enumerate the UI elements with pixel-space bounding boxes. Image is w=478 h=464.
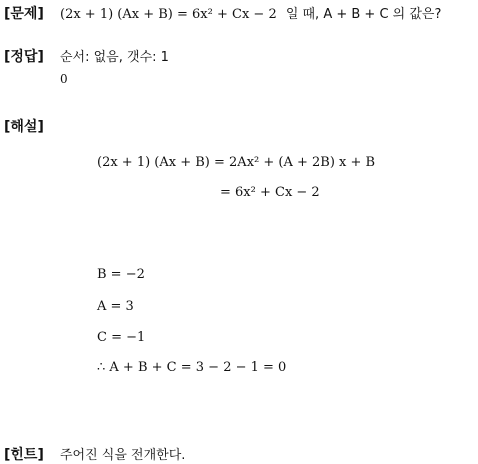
problem-equation: (2x + 1) (Ax + B) = 6x² + Cx − 2 [60,7,277,22]
problem-question: 일 때, A + B + C 의 값은? [285,7,442,22]
hint-text: 주어진 식을 전개한다. [60,448,186,463]
problem-label: [문제] [4,6,44,22]
step-c: C = −1 [97,330,146,345]
answer-meta: 순서: 없음, 갯수: 1 [60,50,169,65]
expansion-line-1: (2x + 1) (Ax + B) = 2Ax² + (A + 2B) x + B [97,155,376,170]
step-result: ∴ A + B + C = 3 − 2 − 1 = 0 [97,360,287,375]
solution-label: [해설] [4,119,44,135]
step-a: A = 3 [97,299,134,314]
answer-value: 0 [60,72,68,86]
problem-statement [60,3,441,22]
step-b: B = −2 [97,267,145,282]
expansion-line-2: = 6x² + Cx − 2 [220,185,320,200]
hint-label: [힌트] [4,447,44,463]
answer-label: [정답] [4,49,44,65]
